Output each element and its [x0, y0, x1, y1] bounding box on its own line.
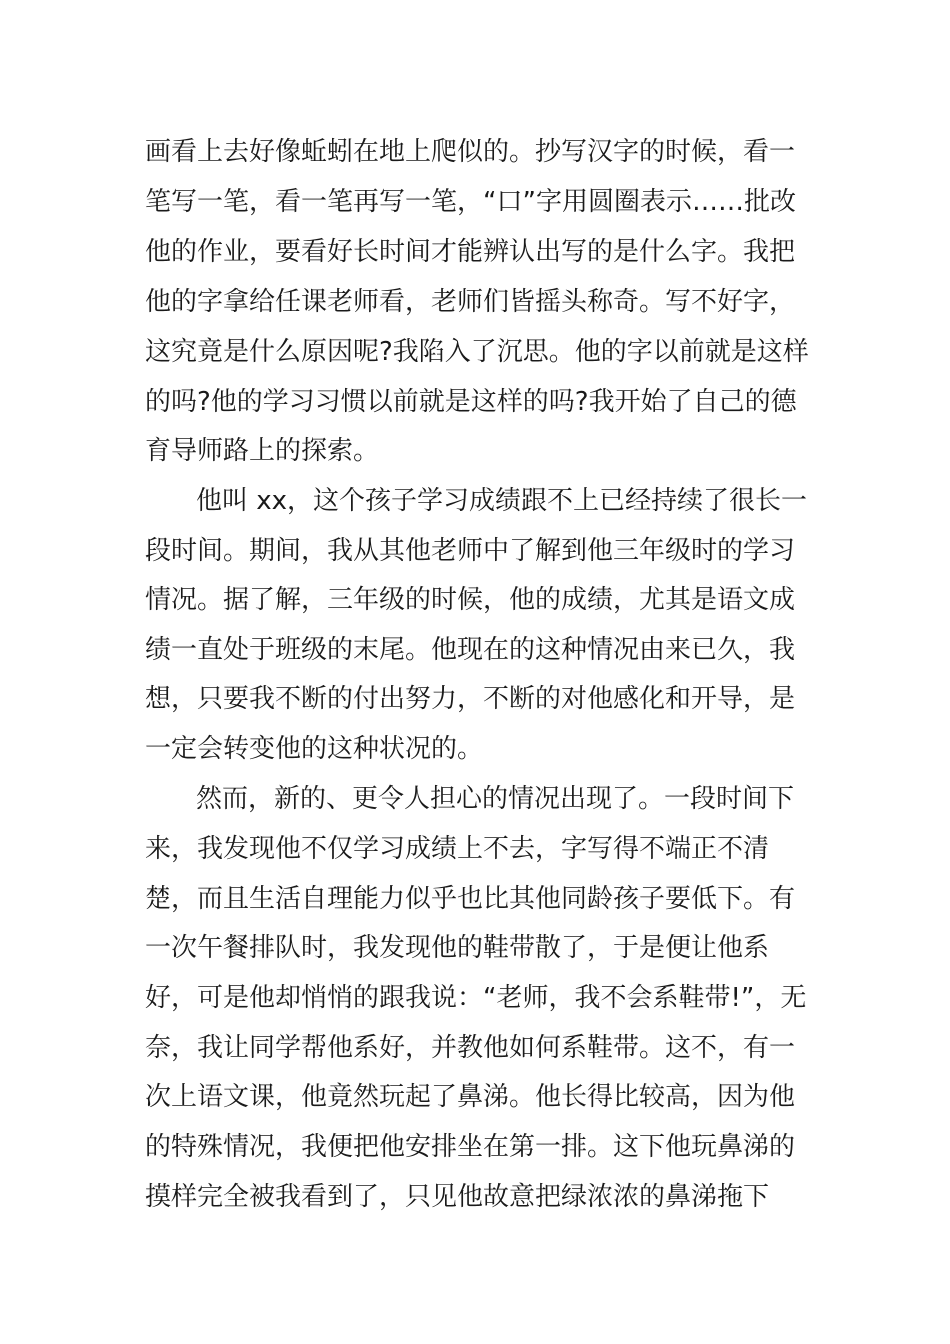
- text-line: 他的字拿给任课老师看，老师们皆摇头称奇。写不好字，: [145, 287, 796, 317]
- text-line: 楚，而且生活自理能力似乎也比其他同龄孩子要低下。有: [145, 884, 796, 914]
- text-line: 奈，我让同学帮他系好，并教他如何系鞋带。这不，有一: [145, 1033, 796, 1063]
- paragraph-first-line: 然而，新的、更令人担心的情况出现了。一段时间下: [196, 784, 795, 814]
- text-line: 段时间。期间，我从其他老师中了解到他三年级时的学习: [145, 536, 796, 566]
- text-line: 一定会转变他的这种状况的。: [145, 734, 484, 764]
- text-line: 画看上去好像蚯蚓在地上爬似的。抄写汉字的时候，看一: [145, 137, 796, 167]
- text-line: 次上语文课，他竟然玩起了鼻涕。他长得比较高，因为他: [145, 1082, 796, 1112]
- text-line: 的特殊情况，我便把他安排坐在第一排。这下他玩鼻涕的: [145, 1132, 796, 1162]
- text-line: 一次午餐排队时，我发现他的鞋带散了，于是便让他系: [145, 933, 770, 963]
- text-line: 笔写一笔，看一笔再写一笔，“口”字用圆圈表示……批改: [145, 187, 796, 217]
- text-line: 绩一直处于班级的末尾。他现在的这种情况由来已久，我: [145, 635, 796, 665]
- text-line: 来，我发现他不仅学习成绩上不去，字写得不端正不清: [145, 834, 770, 864]
- text-line: 育导师路上的探索。: [145, 436, 380, 466]
- text-line: 这究竟是什么原因呢?我陷入了沉思。他的字以前就是这样: [145, 337, 809, 367]
- text-line: 他的作业，要看好长时间才能辨认出写的是什么字。我把: [145, 237, 796, 267]
- text-line: 的吗?他的学习习惯以前就是这样的吗?我开始了自己的德: [145, 387, 797, 417]
- text-line: 想，只要我不断的付出努力，不断的对他感化和开导，是: [145, 684, 796, 714]
- text-line: 好，可是他却悄悄的跟我说：“老师，我不会系鞋带!”，无: [145, 983, 807, 1013]
- text-line: 情况。据了解，三年级的时候，他的成绩，尤其是语文成: [145, 585, 796, 615]
- paragraph-first-line: 他叫 xx，这个孩子学习成绩跟不上已经持续了很长一: [196, 486, 808, 516]
- text-line: 摸样完全被我看到了，只见他故意把绿浓浓的鼻涕拖下: [145, 1182, 770, 1212]
